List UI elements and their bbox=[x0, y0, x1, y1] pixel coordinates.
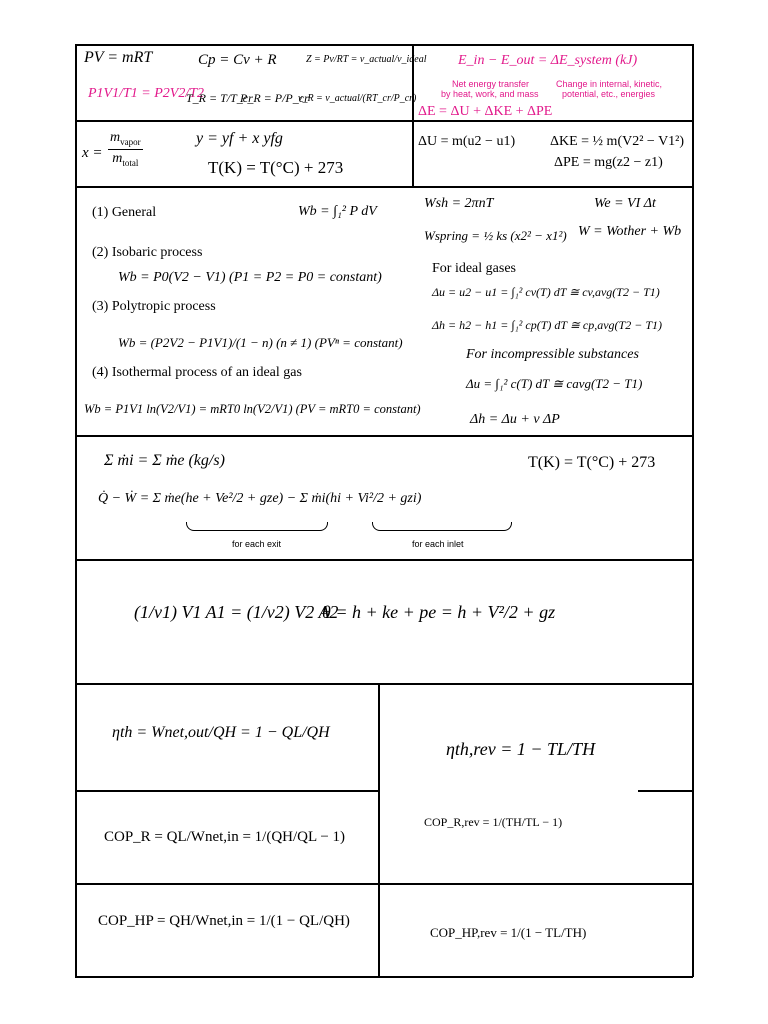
incompressible-du: Δu = ∫₁² c(T) dT ≅ cavg(T2 − T1) bbox=[466, 376, 643, 391]
heat-pump-cop: COP_HP = QH/Wnet,in = 1/(1 − QL/QH) bbox=[98, 913, 350, 929]
for-each-exit: for each exit bbox=[232, 539, 282, 549]
incompressible-dh: Δh = Δu + v ΔP bbox=[470, 412, 560, 427]
delta-ke: ΔKE = ½ m(V2² − V1²) bbox=[550, 134, 685, 149]
general-label: (1) General bbox=[92, 205, 157, 220]
reduced-pressure: P_R = P/P_cr bbox=[240, 91, 309, 105]
polytropic-work: Wb = (P2V2 − P1V1)/(1 − n) (n ≠ 1) (PVⁿ = constant) bbox=[118, 335, 403, 350]
divider bbox=[692, 44, 694, 977]
refrigerator-cop: COP_R = QL/Wnet,in = 1/(QH/QL − 1) bbox=[104, 829, 346, 845]
reversible-heat-pump-cop: COP_HP,rev = 1/(1 − TL/TH) bbox=[430, 925, 587, 940]
delta-e-equation: ΔE = ΔU + ΔKE + ΔPE bbox=[418, 104, 553, 119]
ideal-gases-label: For ideal gases bbox=[432, 261, 516, 276]
continuity-equation: (1/v1) V1 A1 = (1/v2) V2 A2 bbox=[134, 602, 339, 622]
divider bbox=[75, 683, 693, 685]
total-work: W = Wother + Wb bbox=[578, 224, 682, 239]
combined-gas-law: P1V1/T1 = P2V2/T2 bbox=[88, 86, 205, 101]
divider bbox=[75, 976, 693, 978]
mass-balance: Σ ṁi = Σ ṁe (kg/s) bbox=[104, 452, 225, 469]
temperature-conversion: T(K) = T(°C) + 273 bbox=[208, 158, 344, 177]
energy-change-note-2: potential, etc., energies bbox=[562, 89, 656, 99]
shaft-work: Wsh = 2πnT bbox=[424, 196, 494, 211]
divider bbox=[75, 120, 693, 122]
isothermal-label: (4) Isothermal process of an ideal gas bbox=[92, 365, 302, 380]
divider bbox=[75, 883, 693, 885]
specific-heat-relation: Cp = Cv + R bbox=[198, 52, 277, 68]
divider bbox=[75, 559, 693, 561]
theta-definition: θ = h + ke + pe = h + V²/2 + gz bbox=[322, 602, 556, 622]
compressibility-factor: Z = Pv/RT = v_actual/v_ideal bbox=[306, 54, 427, 65]
temperature-conversion-2: T(K) = T(°C) + 273 bbox=[528, 454, 656, 471]
delta-u-closed: ΔU = m(u2 − u1) bbox=[418, 134, 516, 149]
for-each-inlet: for each inlet bbox=[412, 539, 464, 549]
net-energy-note-1: Net energy transfer bbox=[452, 79, 530, 89]
spring-work: Wspring = ½ ks (x2² − x1²) bbox=[424, 228, 567, 243]
divider bbox=[75, 44, 77, 977]
incompressible-label: For incompressible substances bbox=[466, 347, 639, 362]
divider bbox=[378, 683, 380, 977]
isothermal-work: Wb = P1V1 ln(V2/V1) = mRT0 ln(V2/V1) (PV = mRT0 = constant) bbox=[84, 402, 421, 416]
polytropic-label: (3) Polytropic process bbox=[92, 299, 216, 314]
exit-brace bbox=[186, 522, 328, 531]
reversible-refrigerator-cop: COP_R,rev = 1/(TH/TL − 1) bbox=[424, 815, 563, 829]
isobaric-work: Wb = P0(V2 − V1) (P1 = P2 = P0 = constant) bbox=[118, 270, 382, 285]
reduced-temperature: T_R = T/T_cr bbox=[186, 91, 253, 105]
mixture-property: y = yf + x yfg bbox=[196, 130, 283, 147]
energy-change-note-1: Change in internal, kinetic, bbox=[556, 79, 663, 89]
energy-balance: E_in − E_out = ΔE_system (kJ) bbox=[458, 53, 638, 68]
ideal-gas-dh: Δh = h2 − h1 = ∫₁² cp(T) dT ≅ cp,avg(T2 − T1) bbox=[432, 318, 662, 332]
net-energy-note-2: by heat, work, and mass bbox=[441, 89, 539, 99]
thermal-efficiency: ηth = Wnet,out/QH = 1 − QL/QH bbox=[112, 724, 330, 741]
divider bbox=[412, 44, 414, 187]
quality-fraction bbox=[108, 131, 143, 168]
ideal-gas-law: PV = mRT bbox=[84, 49, 153, 66]
isobaric-label: (2) Isobaric process bbox=[92, 245, 203, 260]
ideal-gas-du: Δu = u2 − u1 = ∫₁² cv(T) dT ≅ cv,avg(T2 − T1) bbox=[432, 285, 660, 299]
delta-pe: ΔPE = mg(z2 − z1) bbox=[554, 155, 663, 170]
inlet-brace bbox=[372, 522, 512, 531]
pseudo-reduced-volume: v_R = v_actual/(RT_cr/P_cr) bbox=[298, 93, 417, 104]
quality-numerator: $m_{vapor}$ bbox=[108, 131, 143, 150]
electrical-work: We = VI Δt bbox=[594, 196, 656, 211]
divider bbox=[638, 790, 693, 792]
divider bbox=[75, 790, 380, 792]
reversible-thermal-efficiency: ηth,rev = 1 − TL/TH bbox=[446, 739, 596, 759]
divider bbox=[75, 435, 693, 437]
x-equals: x = bbox=[82, 145, 103, 161]
divider bbox=[75, 186, 693, 188]
quality-definition: x = m_vapor/m_total bbox=[84, 167, 153, 176]
divider bbox=[75, 44, 693, 46]
quality-denominator: $m_{total}$ bbox=[112, 150, 139, 168]
general-work: Wb = ∫₁² P dV bbox=[298, 204, 377, 219]
steady-flow-energy-balance: Q̇ − Ẇ = Σ ṁe(he + Ve²/2 + gze) − Σ ṁi(hi + Vi²/2 + gzi) bbox=[98, 491, 422, 506]
